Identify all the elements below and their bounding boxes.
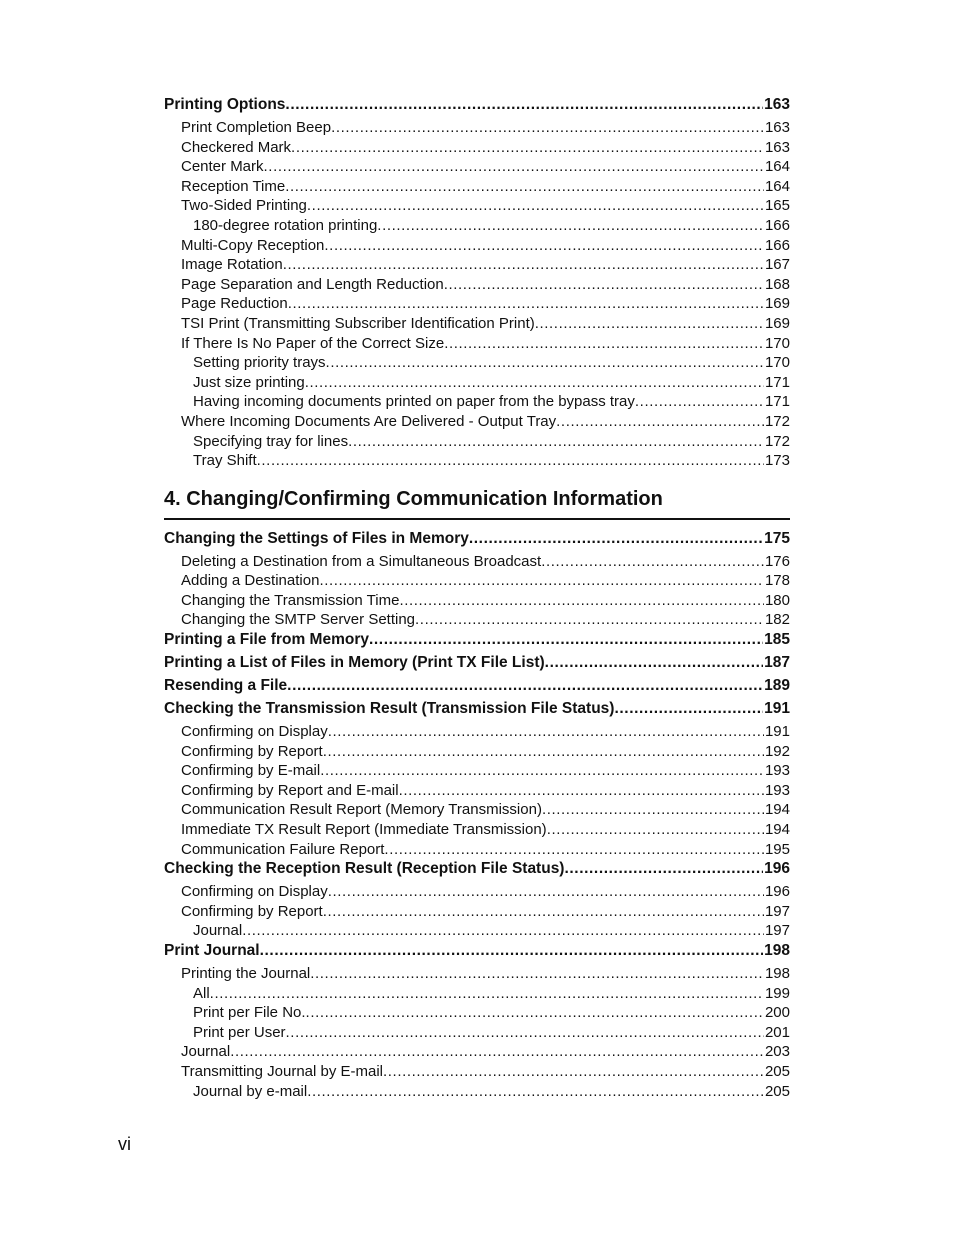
toc-entry[interactable] bbox=[164, 236, 790, 256]
toc-entry[interactable] bbox=[164, 820, 790, 840]
toc-dot-leader bbox=[444, 334, 764, 354]
toc-entry-title: Center Mark bbox=[181, 158, 264, 176]
toc-entry-page: 192 bbox=[764, 742, 790, 760]
toc-dot-leader bbox=[288, 294, 764, 314]
toc-entry[interactable] bbox=[164, 964, 790, 984]
toc-dot-leader bbox=[286, 1023, 764, 1043]
toc-entry[interactable] bbox=[164, 412, 790, 432]
toc-entry[interactable] bbox=[164, 630, 790, 653]
toc-entry-page: 165 bbox=[764, 197, 790, 215]
toc-entry-title: Two-Sided Printing bbox=[181, 197, 307, 215]
toc-dot-leader bbox=[383, 1062, 764, 1082]
toc-entry[interactable] bbox=[164, 275, 790, 295]
toc-entry[interactable] bbox=[164, 451, 790, 471]
toc-entry-page: 201 bbox=[764, 1023, 790, 1041]
toc-dot-leader bbox=[331, 118, 764, 138]
toc-entry-page: 205 bbox=[764, 1062, 790, 1080]
toc-dot-leader bbox=[260, 941, 764, 961]
toc-entry-title: Multi-Copy Reception bbox=[181, 236, 325, 254]
toc-dot-leader bbox=[614, 699, 763, 719]
toc-entry-page: 191 bbox=[764, 700, 790, 718]
toc-entry-page: 167 bbox=[764, 256, 790, 274]
toc-dot-leader bbox=[323, 742, 764, 762]
toc-dot-leader bbox=[287, 676, 763, 696]
toc-entry[interactable] bbox=[164, 676, 790, 699]
toc-entry-page: 198 bbox=[764, 965, 790, 982]
toc-entry-title: Journal bbox=[181, 1043, 231, 1061]
toc-dot-leader bbox=[328, 882, 764, 902]
toc-entry[interactable] bbox=[164, 353, 790, 373]
toc-entry-page: 163 bbox=[764, 119, 790, 136]
toc-entry-title: Page Reduction bbox=[181, 295, 288, 313]
toc-entry-title: Confirming by Report bbox=[181, 742, 323, 760]
toc-entry[interactable] bbox=[164, 1003, 790, 1023]
toc-entry-title: TSI Print (Transmitting Subscriber Identification Print) bbox=[181, 314, 535, 332]
toc-entry[interactable] bbox=[164, 591, 790, 611]
toc-dot-leader bbox=[415, 610, 764, 630]
toc-entry-title: Checking the Reception Result (Reception File Status) bbox=[164, 860, 565, 878]
toc-entry[interactable] bbox=[164, 761, 790, 781]
toc-entry-title: Resending a File bbox=[164, 677, 288, 695]
toc-entry-title: Confirming by E-mail bbox=[181, 762, 321, 780]
toc-dot-leader bbox=[324, 236, 764, 256]
toc-dot-leader bbox=[547, 820, 764, 840]
toc-entry-page: 196 bbox=[764, 860, 790, 878]
toc-entry-title: Image Rotation bbox=[181, 256, 283, 274]
toc-entry-page: 180 bbox=[764, 591, 790, 609]
toc-entry-page: 169 bbox=[764, 295, 790, 313]
toc-entry[interactable] bbox=[164, 138, 790, 158]
toc-dot-leader bbox=[264, 157, 764, 177]
toc-dot-leader bbox=[319, 571, 764, 591]
toc-entry-page: 175 bbox=[764, 529, 790, 547]
toc-entry-page: 173 bbox=[764, 452, 790, 470]
toc-entry-page: 168 bbox=[764, 275, 790, 293]
toc-entry-page: 176 bbox=[764, 552, 790, 570]
toc-entry-page: 185 bbox=[764, 631, 790, 649]
toc-entry[interactable] bbox=[164, 432, 790, 452]
toc-entry[interactable] bbox=[164, 742, 790, 762]
toc-entry-page: 187 bbox=[764, 654, 790, 672]
toc-entry-page: 171 bbox=[764, 393, 790, 411]
toc-dot-leader bbox=[230, 1042, 764, 1062]
toc-entry-title: Deleting a Destination from a Simultaneous Broadcast bbox=[181, 552, 542, 570]
toc-entry[interactable] bbox=[164, 95, 790, 118]
toc-entry[interactable] bbox=[164, 216, 790, 236]
toc-entry[interactable] bbox=[164, 529, 790, 552]
toc-entry-page: 163 bbox=[764, 138, 790, 156]
toc-entry-title: Confirming on Display bbox=[181, 723, 328, 741]
toc-entry[interactable] bbox=[164, 118, 790, 138]
toc-dot-leader bbox=[305, 373, 764, 393]
toc-entry-page: 193 bbox=[764, 762, 790, 780]
toc-dot-leader bbox=[306, 1003, 764, 1023]
toc-dot-leader bbox=[541, 552, 764, 572]
toc-entry-title: Changing the Settings of Files in Memory bbox=[164, 529, 469, 547]
toc-entry-page: 195 bbox=[764, 840, 790, 858]
toc-dot-leader bbox=[307, 196, 764, 216]
toc-entry-title: Communication Result Report (Memory Transmission) bbox=[181, 801, 542, 819]
page-number: vi bbox=[118, 1134, 131, 1154]
toc-entry[interactable] bbox=[164, 610, 790, 630]
toc-entry-page: 170 bbox=[764, 354, 790, 372]
toc-entry-title: Where Incoming Documents Are Delivered - Output Tray bbox=[181, 412, 557, 430]
toc-entry-page: 194 bbox=[764, 821, 790, 839]
toc-entry-title: If There Is No Paper of the Correct Size bbox=[181, 334, 445, 352]
toc-entry[interactable] bbox=[164, 941, 790, 964]
toc-entry-title: All bbox=[193, 984, 210, 1002]
toc-entry[interactable] bbox=[164, 840, 790, 860]
toc-entry-page: 196 bbox=[764, 883, 790, 901]
toc-entry-title: Print per User bbox=[193, 1023, 286, 1041]
toc-entry-title: Immediate TX Result Report (Immediate Transmission) bbox=[181, 821, 547, 839]
toc-entry-page: 178 bbox=[764, 572, 790, 590]
toc-entry-page: 170 bbox=[764, 334, 790, 352]
toc-entry-page: 164 bbox=[764, 158, 790, 176]
toc-entry[interactable] bbox=[164, 334, 790, 354]
toc-entry-title: Transmitting Journal by E-mail bbox=[181, 1062, 384, 1080]
toc-entry-page: 199 bbox=[764, 984, 790, 1002]
toc-entry-title: Confirming by Report and E-mail bbox=[181, 781, 399, 799]
toc-dot-leader bbox=[291, 138, 764, 158]
toc-entry-title: Adding a Destination bbox=[181, 572, 320, 590]
toc-dot-leader bbox=[369, 630, 763, 650]
toc-entry-title: Checkered Mark bbox=[181, 138, 292, 156]
toc-entry[interactable] bbox=[164, 552, 790, 572]
toc-dot-leader bbox=[285, 177, 764, 197]
toc-dot-leader bbox=[399, 781, 764, 801]
toc-entry-title: Checking the Transmission Result (Transmission File Status) bbox=[164, 700, 615, 718]
toc-entry-page: 166 bbox=[764, 216, 790, 234]
toc-entry-title: Reception Time bbox=[181, 177, 286, 195]
toc-entry-title: Journal bbox=[193, 922, 243, 940]
toc-dot-leader bbox=[307, 1082, 764, 1102]
toc-entry-page: 182 bbox=[764, 611, 790, 629]
toc-entry-page: 189 bbox=[764, 677, 790, 695]
toc-entry[interactable] bbox=[164, 1062, 790, 1082]
toc-dot-leader bbox=[635, 392, 764, 412]
toc-entry-page: 194 bbox=[764, 801, 790, 819]
toc-entry[interactable] bbox=[164, 1042, 790, 1062]
toc-entry[interactable] bbox=[164, 196, 790, 216]
toc-entry[interactable] bbox=[164, 781, 790, 801]
toc-entry[interactable] bbox=[164, 314, 790, 334]
toc-entry-page: 163 bbox=[764, 96, 790, 113]
toc-dot-leader bbox=[323, 902, 764, 922]
toc-entry-page: 166 bbox=[764, 236, 790, 254]
toc-entry[interactable] bbox=[164, 921, 790, 941]
toc-dot-leader bbox=[564, 859, 763, 879]
toc-entry-title: Print Completion Beep bbox=[181, 119, 332, 136]
chapter-gap bbox=[164, 520, 790, 529]
toc-entry-page: 200 bbox=[764, 1004, 790, 1022]
toc-dot-leader bbox=[556, 412, 764, 432]
toc-dot-leader bbox=[326, 353, 764, 373]
toc-dot-leader bbox=[542, 800, 764, 820]
toc-dot-leader bbox=[377, 216, 764, 236]
toc-entry-title: Communication Failure Report bbox=[181, 840, 385, 858]
toc-entry-page: 197 bbox=[764, 902, 790, 920]
toc-entry[interactable] bbox=[164, 255, 790, 275]
toc-entry-title: Journal by e-mail bbox=[193, 1082, 308, 1100]
toc-entry-title: Page Separation and Length Reduction bbox=[181, 275, 444, 293]
toc-dot-leader bbox=[469, 529, 763, 549]
toc-entry-page: 198 bbox=[764, 942, 790, 959]
toc-dot-leader bbox=[210, 984, 764, 1004]
toc-dot-leader bbox=[285, 95, 763, 115]
toc-dot-leader bbox=[384, 840, 764, 860]
toc-content bbox=[164, 95, 790, 1101]
toc-entry[interactable] bbox=[164, 984, 790, 1004]
toc-entry-page: 172 bbox=[764, 432, 790, 450]
toc-dot-leader bbox=[444, 275, 764, 295]
toc-entry[interactable] bbox=[164, 699, 790, 722]
toc-entry[interactable] bbox=[164, 157, 790, 177]
toc-entry[interactable] bbox=[164, 1023, 790, 1043]
toc-entry[interactable] bbox=[164, 1082, 790, 1102]
toc-entry-page: 193 bbox=[764, 781, 790, 799]
toc-entry[interactable] bbox=[164, 392, 790, 412]
toc-entry-page: 169 bbox=[764, 314, 790, 332]
toc-entry-title: Printing Options bbox=[164, 96, 286, 113]
toc-entry-page: 172 bbox=[764, 412, 790, 430]
toc-entry-page: 164 bbox=[764, 177, 790, 195]
toc-entry[interactable] bbox=[164, 859, 790, 882]
toc-list-part2 bbox=[164, 529, 790, 1101]
toc-entry-title: Print Journal bbox=[164, 942, 260, 959]
toc-entry[interactable] bbox=[164, 882, 790, 902]
toc-dot-leader bbox=[310, 964, 764, 984]
toc-entry-title: Confirming on Display bbox=[181, 883, 328, 901]
toc-entry-page: 171 bbox=[764, 373, 790, 391]
toc-dot-leader bbox=[283, 255, 764, 275]
toc-entry[interactable] bbox=[164, 177, 790, 197]
toc-entry-page: 205 bbox=[764, 1082, 790, 1100]
toc-dot-leader bbox=[545, 653, 763, 673]
toc-dot-leader bbox=[242, 921, 764, 941]
toc-entry-title: Printing a List of Files in Memory (Print TX File List) bbox=[164, 654, 545, 672]
toc-dot-leader bbox=[257, 451, 764, 471]
toc-entry[interactable] bbox=[164, 800, 790, 820]
toc-list-part1 bbox=[164, 95, 790, 471]
toc-entry[interactable] bbox=[164, 653, 790, 676]
chapter-title: 4. Changing/Confirming Communication Information bbox=[164, 487, 790, 520]
toc-entry-page: 191 bbox=[764, 723, 790, 741]
toc-entry-page: 197 bbox=[764, 922, 790, 940]
toc-dot-leader bbox=[328, 722, 764, 742]
toc-entry-title: Changing the SMTP Server Setting bbox=[181, 611, 416, 629]
toc-entry-title: Printing the Journal bbox=[181, 965, 311, 982]
toc-dot-leader bbox=[348, 432, 764, 452]
toc-entry-title: Printing a File from Memory bbox=[164, 631, 369, 649]
toc-entry-page: 203 bbox=[764, 1043, 790, 1061]
toc-entry[interactable] bbox=[164, 571, 790, 591]
toc-entry-title: Setting priority trays bbox=[193, 354, 326, 372]
toc-entry-title: Confirming by Report bbox=[181, 902, 323, 920]
toc-entry-title: Tray Shift bbox=[193, 452, 257, 470]
toc-dot-leader bbox=[535, 314, 764, 334]
toc-entry-title: 180-degree rotation printing bbox=[193, 216, 378, 234]
toc-dot-leader bbox=[320, 761, 764, 781]
toc-entry-title: Just size printing bbox=[193, 373, 305, 391]
toc-entry[interactable] bbox=[164, 294, 790, 314]
toc-entry[interactable] bbox=[164, 373, 790, 393]
toc-entry-title: Print per File No. bbox=[193, 1004, 306, 1022]
toc-entry-title: Having incoming documents printed on paper from the bypass tray bbox=[193, 393, 635, 411]
toc-entry[interactable] bbox=[164, 902, 790, 922]
toc-dot-leader bbox=[399, 591, 764, 611]
toc-entry[interactable] bbox=[164, 722, 790, 742]
toc-entry-title: Specifying tray for lines bbox=[193, 432, 349, 450]
toc-entry-title: Changing the Transmission Time bbox=[181, 591, 400, 609]
